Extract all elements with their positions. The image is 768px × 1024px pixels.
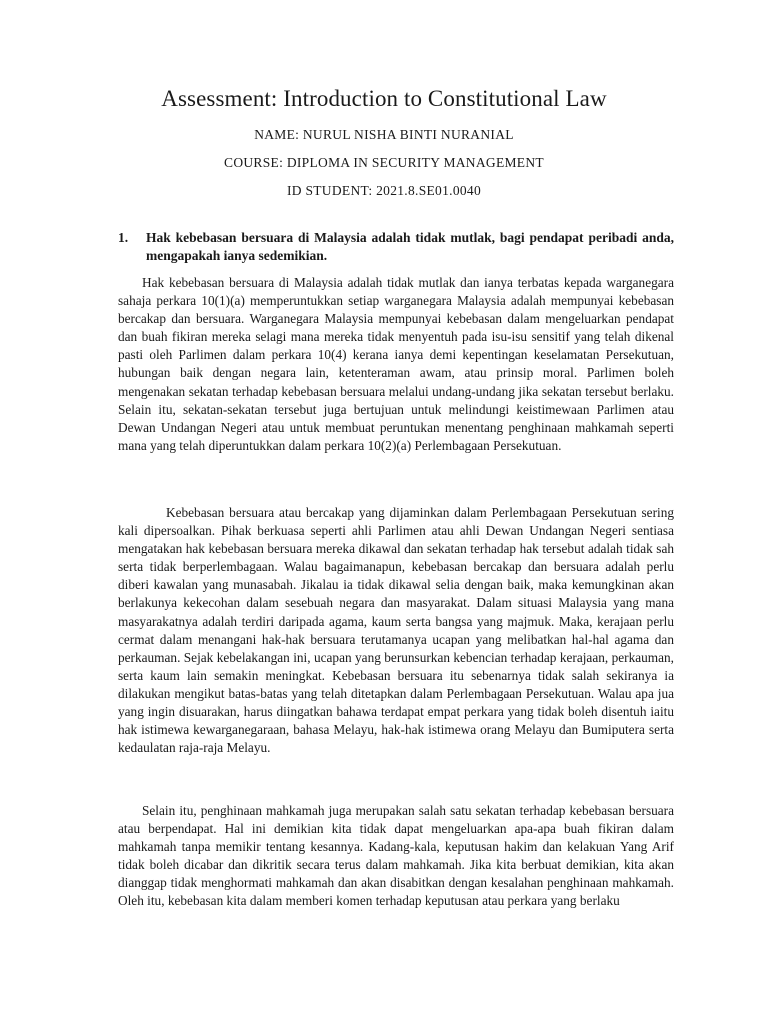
question-number: 1. [118,230,129,245]
paragraph-1-text: Hak kebebasan bersuara di Malaysia adalah tidak mutlak dan ianya terbatas kepada warganegara sahaja perkara 10(1)(a) memperuntukkan setiap warganegara Malaysia adalah mempunyai kebebasan bercakap dan bersuara. Warganegara Malaysia mempunyai kebebasan dalam mengeluarkan pendapat dan buah fikiran mereka selagi mana mereka tidak menyentuh pada isu-isu sensitif yang telah dikenal pasti oleh Parlimen dalam perkara 10(4) kerana ianya demi kepentingan keselamatan Persekutuan, hubungan baik dengan negara lain, ketenteraman awam, atau prinsip moral. Parlimen boleh mengenakan sekatan terhadap kebebasan bersuara melalui undang-undang jika sekatan tersebut berlaku. Selain itu, sekatan-sekatan tersebut juga bertujuan untuk melindungi keistimewaan Parlimen atau Dewan Undangan Negeri atau untuk membuat peruntukan menentang penghinaan mahkamah seperti mana yang telah diperuntukkan dalam perkara 10(2)(a) Perlembagaan Persekutuan. [118,275,674,453]
question-1 [118,229,674,265]
paragraph-2-text: Kebebasan bersuara atau bercakap yang dijaminkan dalam Perlembagaan Persekutuan sering kali dipersoalkan. Pihak berkuasa seperti ahli Parlimen atau ahli Dewan Undangan Negeri sentiasa mengatakan hak kebebasan bersuara mereka dikawal dan sekatan terhadap hak tersebut adalah tidak sah serta tidak berperlembagaan. Walau bagaimanapun, kebebasan bercakap dan bersuara adalah perlu diberi kawalan yang munasabah. Jikalau ia tidak dikawal selia dengan baik, maka kemungkinan akan berlakunya kekecohan dalam sesebuah negara dan masyarakat. Dalam situasi Malaysia yang mana masyarakatnya adalah terdiri daripada agama, kaum serta bangsa yang majmuk. Maka, kerajaan perlu cermat dalam menangani hak-hak bersuara terutamanya ucapan yang melibatkan hal-hal agama dan perkauman. Sejak kebelakangan ini, ucapan yang berunsurkan kebencian terhadap kerajaan, perkauman, serta kaum lain semakin meningkat. Kebebasan bersuara itu sebenarnya tidak salah sekiranya ia dilakukan mengikut batas-batas yang telah ditetapkan dalam Perlembagaan Persekutuan. Walau apa jua yang ingin disuarakan, harus diingatkan bahawa terdapat empat perkara yang tidak boleh disentuh iaitu hak istimewa kewarganegaraan, bahasa Melayu, hak-hak istimewa orang Melayu dan Bumiputera serta kedaulatan raja-raja Melayu. [118,505,674,756]
student-name-line: NAME: NURUL NISHA BINTI NURANIAL [254,127,514,142]
course-line: COURSE: DIPLOMA IN SECURITY MANAGEMENT [224,155,544,170]
document-title: Assessment: Introduction to Constitutional Law [161,86,607,111]
paragraph-2 [118,504,674,757]
paragraph-3 [118,802,674,911]
question-text: Hak kebebasan bersuara di Malaysia adalah tidak mutlak, bagi pendapat peribadi anda, mengapakah ianya sedemikian. [146,230,674,263]
student-id-line: ID STUDENT: 2021.8.SE01.0040 [286,183,482,198]
paragraph-3-text: Selain itu, penghinaan mahkamah juga merupakan salah satu sekatan terhadap kebebasan bersuara atau berpendapat. Hal ini demikian kita tidak dapat mengeluarkan apa-apa buah fikiran dalam mahkamah tanpa memikir tentang kesannya. Kadang-kala, keputusan hakim dan kelakuan Yang Arif tidak boleh dicabar dan dikritik secara terus dalam mahkamah. Jika kita berbuat demikian, kita akan dianggap tidak menghormati mahkamah dan akan disabitkan dengan kesalahan penghinaan mahkamah. Oleh itu, kebebasan kita dalam memberi komen terhadap keputusan atau perkara yang berlaku [118,803,674,909]
paragraph-1 [118,274,674,455]
